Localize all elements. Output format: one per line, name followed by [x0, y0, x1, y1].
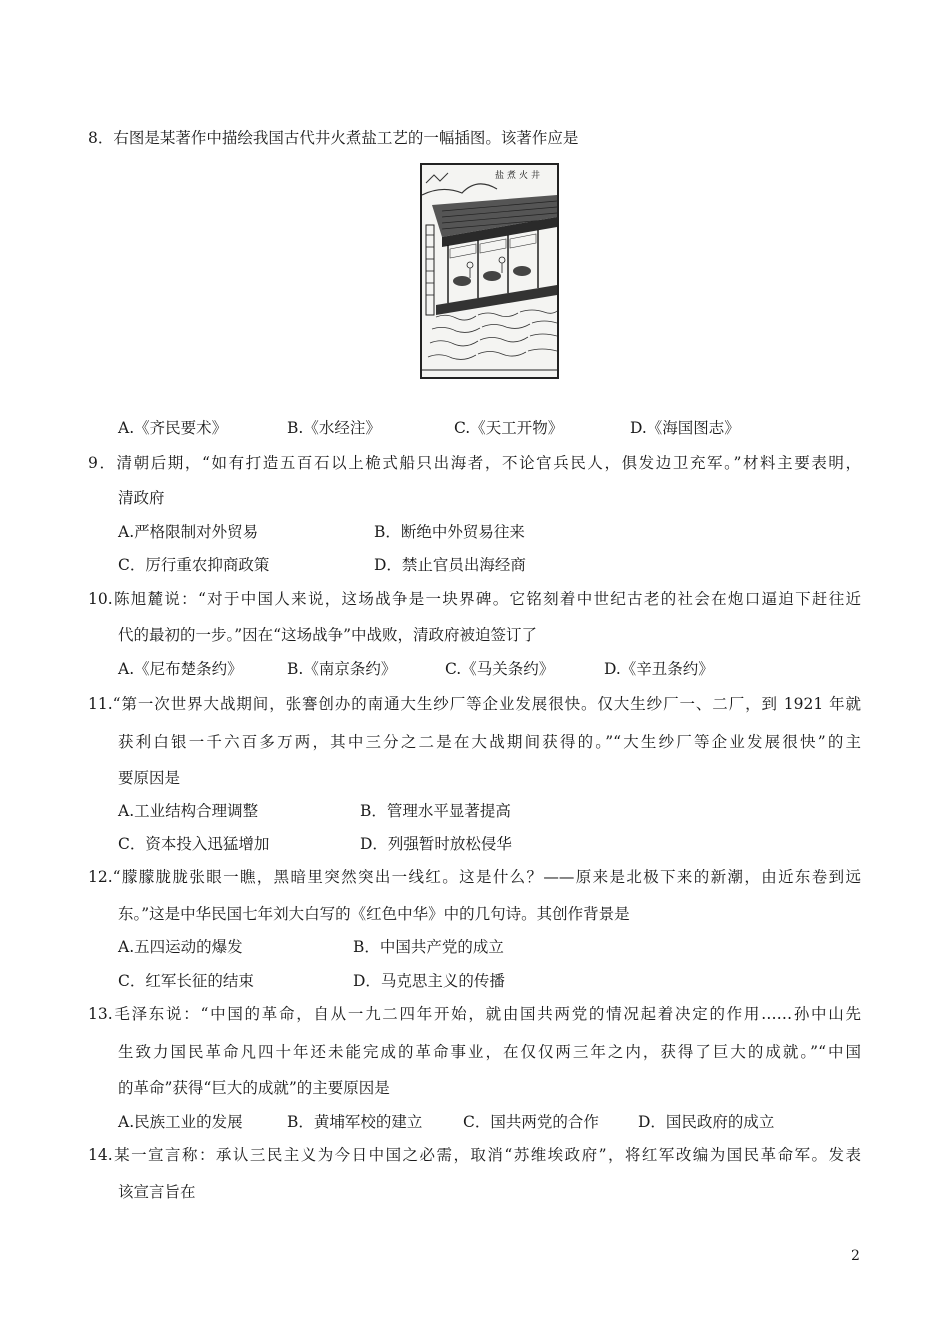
question-8-option-b: B.《水经注》 [287, 419, 381, 437]
question-8-stem: 8．右图是某著作中描绘我国古代井火煮盐工艺的一幅插图。该著作应是 [88, 129, 579, 147]
question-13-option-c: C．国共两党的合作 [463, 1113, 599, 1131]
question-14-stem-line-2: 该宣言旨在 [118, 1183, 196, 1201]
question-9-option-c: C．厉行重农抑商政策 [118, 556, 270, 574]
question-12-option-c: C．红军长征的结束 [118, 972, 254, 990]
question-11-option-b: B．管理水平显著提高 [360, 802, 511, 820]
question-10-option-d: D.《辛丑条约》 [604, 660, 714, 678]
question-12-option-b: B．中国共产党的成立 [353, 938, 504, 956]
question-10-stem-line-1: 10.陈旭麓说：“对于中国人来说，这场战争是一块界碑。它铭刻着中世纪古老的社会在炮口逼迫下赶往近 [88, 590, 861, 608]
question-9-stem-line-2: 清政府 [118, 489, 165, 507]
question-12-option-a: A.五四运动的爆发 [118, 938, 243, 956]
question-13-option-a: A.民族工业的发展 [118, 1113, 243, 1131]
question-11-option-a: A.工业结构合理调整 [118, 802, 259, 820]
question-11-stem-line-2: 获利白银一千六百多万两，其中三分之二是在大战期间获得的。”“大生纱厂等企业发展很快”的主 [118, 733, 861, 751]
question-9-stem-line-1: 9．清朝后期，“如有打造五百石以上桅式船只出海者，不论官兵民人，俱发边卫充军。”材料主要表明， [88, 454, 861, 472]
question-8-option-c: C.《天工开物》 [454, 419, 564, 437]
question-13-stem-line-1: 13.毛泽东说：“中国的革命，自从一九二四年开始，就由国共两党的情况起着决定的作用……孙中山先 [88, 1005, 861, 1023]
question-11-option-d: D．列强暂时放松侵华 [360, 835, 512, 853]
question-8-option-d: D.《海国图志》 [630, 419, 740, 437]
question-11-stem-line-3: 要原因是 [118, 769, 181, 787]
question-11-option-c: C．资本投入迅猛增加 [118, 835, 270, 853]
question-10-stem-line-2: 代的最初的一步。”因在“这场战争”中战败，清政府被迫签订了 [118, 626, 538, 644]
question-12-stem-line-1: 12.“朦朦胧胧张眼一瞧，黑暗里突然突出一线红。这是什么？——原来是北极下来的新潮，由近东卷到远 [88, 868, 861, 886]
page-number: 2 [851, 1248, 860, 1264]
question-12-option-d: D．马克思主义的传播 [353, 972, 505, 990]
question-9-option-d: D．禁止官员出海经商 [374, 556, 526, 574]
question-10-option-c: C.《马关条约》 [445, 660, 555, 678]
question-12-stem-line-2: 东。”这是中华民国七年刘大白写的《红色中华》中的几句诗。其创作背景是 [118, 905, 630, 923]
question-14-stem-line-1: 14.某一宣言称：承认三民主义为今日中国之必需，取消“苏维埃政府”，将红军改编为国民革命军。发表 [88, 1146, 861, 1164]
well-fire-salt-illustration [420, 163, 559, 379]
figure-caption: 盐煮火井 [494, 171, 543, 181]
question-13-option-b: B．黄埔军校的建立 [287, 1113, 423, 1131]
question-10-option-a: A.《尼布楚条约》 [118, 660, 243, 678]
question-11-stem-line-1: 11.“第一次世界大战期间，张謇创办的南通大生纱厂等企业发展很快。仅大生纱厂一、二厂，到 1921 年就 [88, 695, 861, 713]
question-9-option-b: B．断绝中外贸易往来 [374, 523, 525, 541]
woodblock-illustration-icon [422, 165, 557, 377]
question-10-option-b: B.《南京条约》 [287, 660, 397, 678]
question-13-option-d: D．国民政府的成立 [638, 1113, 775, 1131]
question-13-stem-line-2: 生致力国民革命凡四十年还未能完成的革命事业，在仅仅两三年之内，获得了巨大的成就。”“中国 [118, 1043, 861, 1061]
question-13-stem-line-3: 的革命”获得“巨大的成就”的主要原因是 [118, 1079, 390, 1097]
question-8-option-a: A.《齐民要术》 [118, 419, 228, 437]
question-9-option-a: A.严格限制对外贸易 [118, 523, 259, 541]
